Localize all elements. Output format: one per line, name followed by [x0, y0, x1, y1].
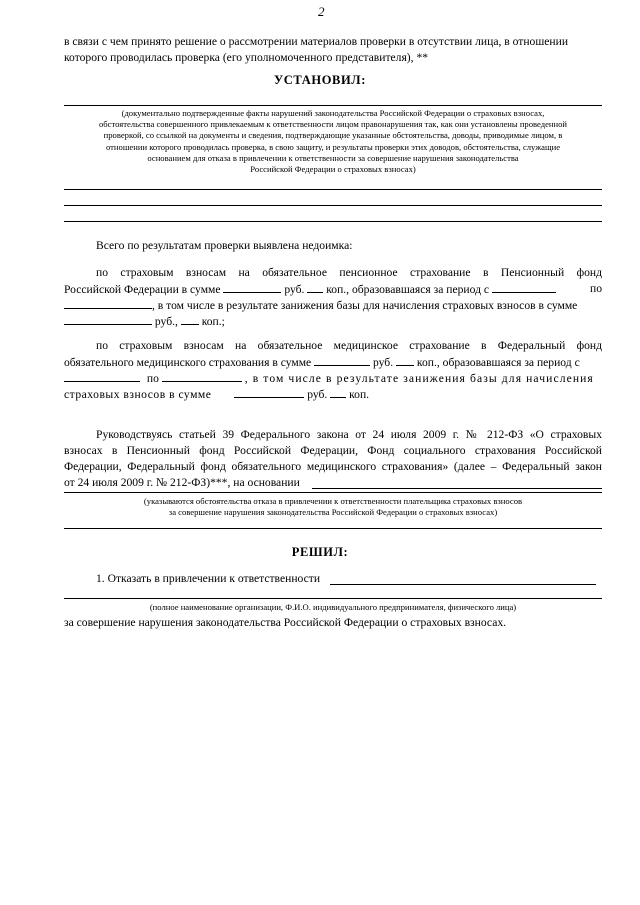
fill-line [64, 205, 602, 206]
fill-line [64, 105, 602, 106]
medical-line-1: по страховым взносам на обязательное медицинское страхование в Федеральный фонд [96, 339, 602, 352]
guided-line-3: Федерации, Федеральный фонд обязательного медицинского страхования» (далее – Федеральный закон [64, 460, 602, 473]
guided-line-2: взносах в Пенсионный фонд Российской Федерации, Фонд социального страхования Российской [64, 444, 602, 457]
pension-line-4: руб., коп.; [64, 313, 225, 330]
page-number: 2 [318, 4, 325, 19]
fill-line [64, 598, 602, 599]
fill-line [64, 189, 602, 190]
guided-line-1: Руководствуясь статьей 39 Федерального закона от 24 июля 2009 г. № 212-ФЗ «О страховых [96, 428, 602, 441]
guided-line-4: от 24 июля 2009 г. № 212-ФЗ)***, на основании [64, 476, 300, 489]
fill-line [64, 221, 602, 222]
fill-line [330, 584, 596, 585]
guided-hint: (указываются обстоятельства отказа в привлечении к ответственности плательщика страховых взносов за совершение нарушения законодательства Российской Федерации о страховых взносах) [143, 496, 523, 518]
established-hint: (документально подтвержденные факты нарушений законодательства Российской Федерации о страховых взносах, обстоятельства совершенного привлекаемым к ответственности лицом правонарушения так, как они установлены проведенной проверкой, со ссылкой на документы и сведения, подтверждающие указанные обстоятельства, доводы, приводимые лицом, в отношении которого проводилась проверка, в свою защиту, и результаты проверки этих доводов, обстоятельства, служащие основанием для отказа в привлечении к ответственности за совершение нарушения законодательства Российской Федерации о страховых взносах) [99, 108, 567, 175]
medical-line-3: по , в том числе в результате занижения базы для начисления [64, 370, 602, 387]
medical-line-4: страховых взносов в сумме руб. коп. [64, 388, 370, 401]
pension-line-3: , в том числе в результате занижения базы для начисления страховых взносов в сумме [64, 297, 577, 314]
decided-heading: РЕШИЛ: [291, 545, 349, 559]
arrears-intro: Всего по результатам проверки выявлена недоимка: [96, 239, 353, 252]
decided-hint: (полное наименование организации, Ф.И.О. индивидуального предпринимателя, физического лица) [149, 602, 517, 612]
decided-item-1: 1. Отказать в привлечении к ответственности [96, 572, 321, 585]
pension-line-1: по страховым взносам на обязательное пенсионное страхование в Пенсионный фонд [96, 266, 602, 279]
fill-line [312, 488, 602, 489]
medical-line-2: обязательного медицинского страхования в сумме руб. коп., образовавшаяся за период с [64, 356, 580, 369]
established-heading: УСТАНОВИЛ: [274, 73, 366, 87]
decided-closing: за совершение нарушения законодательства Российской Федерации о страховых взносах. [64, 616, 507, 629]
fill-line [64, 528, 602, 529]
pension-line-2: Российской Федерации в сумме руб. коп., образовавшаяся за период с по [64, 282, 602, 296]
intro-line-2: которого проводилась проверка (его уполномоченного представителя), ** [64, 51, 429, 64]
intro-line-1: в связи с чем принято решение о рассмотрении материалов проверки в отсутствии лица, в отношении [64, 35, 569, 48]
fill-line [64, 492, 602, 493]
